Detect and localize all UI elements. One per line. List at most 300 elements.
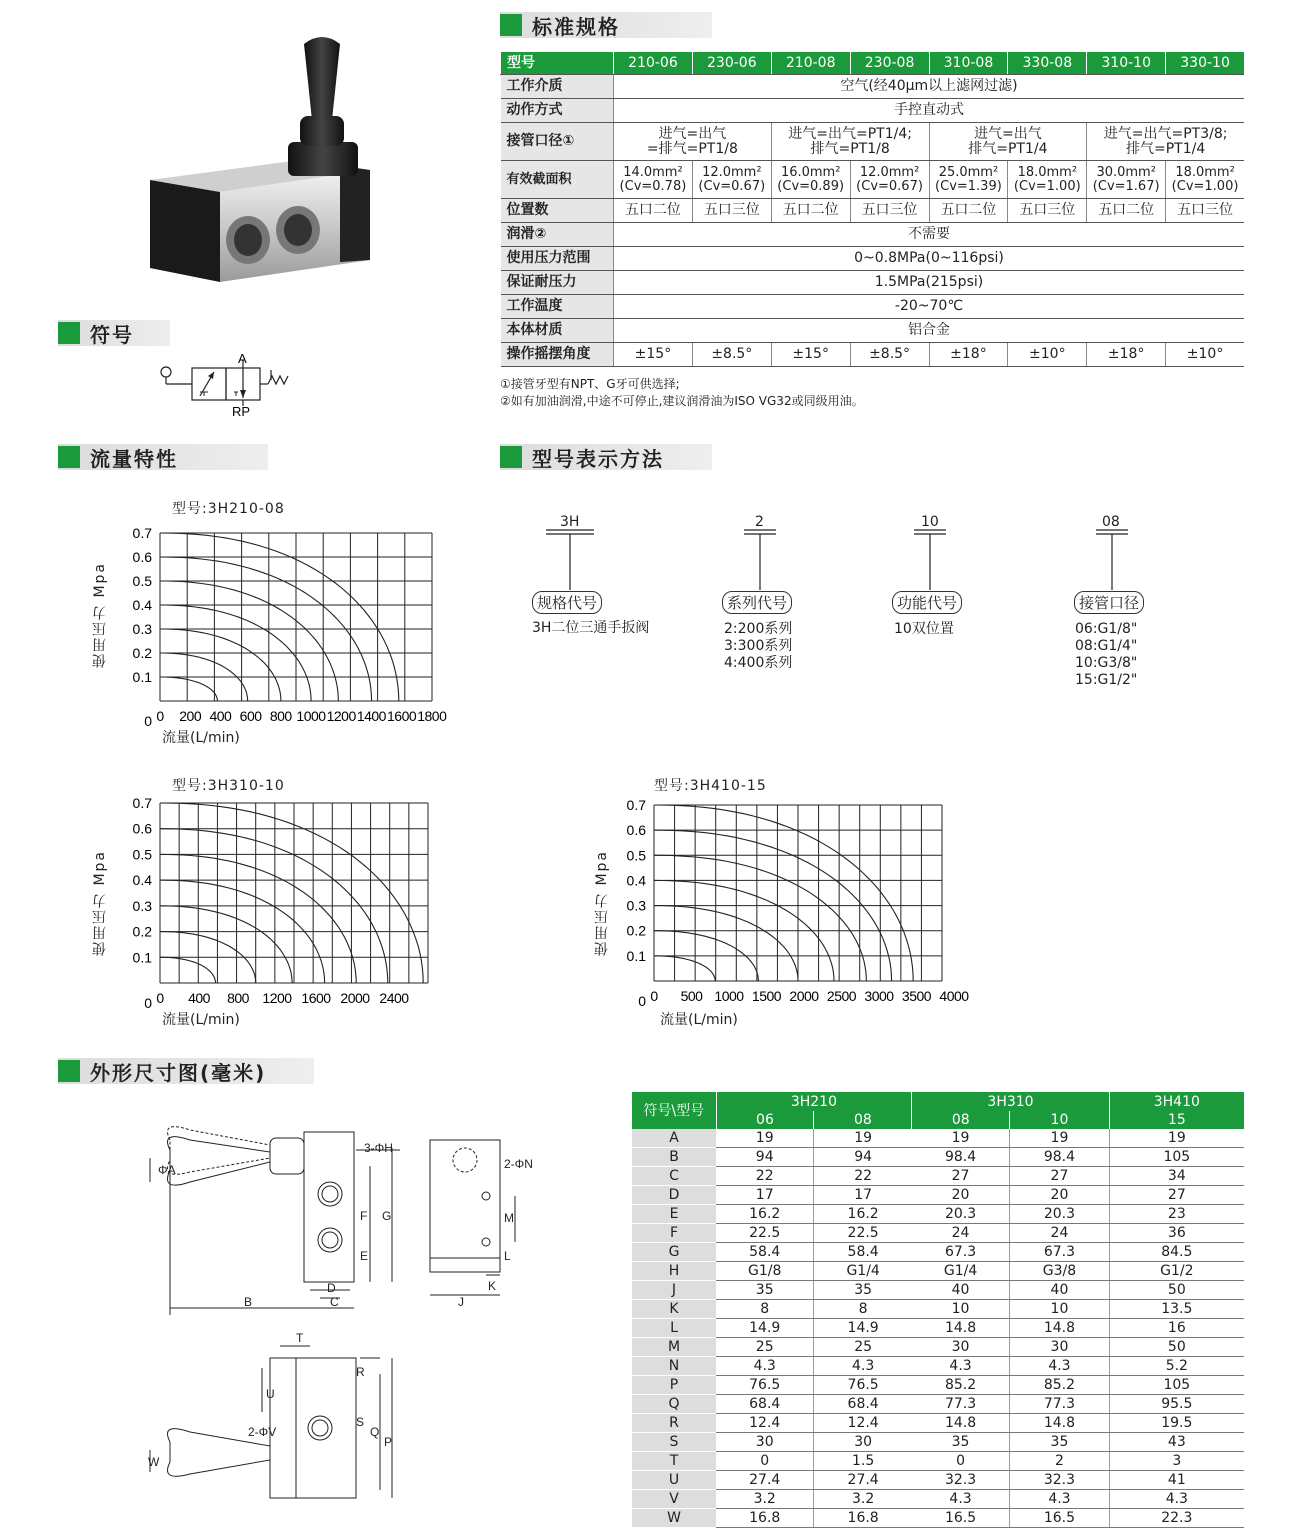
x-tick-label: 2400 [379,990,409,1006]
dim-label: C [330,1295,339,1309]
spec-line: (Cv=0.67) [856,178,923,194]
dims-symbol: C [632,1167,716,1186]
dim-label: 3-ΦH [364,1141,393,1155]
spec-cell: ±10° [1008,343,1087,367]
dims-size: 06 [716,1111,814,1129]
dims-group: 3H210 [716,1092,912,1111]
spec-cell: -20~70℃ [614,295,1245,319]
dim-label: B [244,1295,253,1309]
dims-value: 67.3 [912,1243,1010,1262]
spec-line: 18.0mm² [1175,164,1235,180]
spec-row-material [501,319,1245,343]
y-tick-label: 0.7 [132,795,152,811]
section-dims-title: 外形尺寸图(毫米) [58,1058,314,1084]
dims-row [632,1376,1244,1395]
dims-size-row [632,1111,1244,1129]
spec-cell: 五口二位 [771,199,850,223]
spec-row-medium [501,75,1245,99]
dim-label: Q [370,1425,380,1439]
dim-label: M [504,1211,514,1225]
dims-row [632,1433,1244,1452]
spec-row-pressure [501,247,1245,271]
spec-cell: 位置数 [501,199,614,223]
dims-symbol: L [632,1319,716,1338]
x-tick-label: 800 [269,708,292,724]
y-tick-label: 0.1 [132,669,152,685]
spec-line: (Cv=0.78) [619,178,687,194]
spec-cell: ±15° [771,343,850,367]
model-code-3h: 3H [560,514,580,530]
dims-symbol: G [632,1243,716,1262]
flow-curve [654,956,715,981]
dims-value: 35 [814,1281,912,1300]
dim-label: T [296,1331,304,1345]
spec-line: 排气=PT1/4 [1125,140,1206,157]
valve-symbol-diagram [156,352,296,420]
dims-value: 22.5 [814,1224,912,1243]
model-code-series: 2 [755,514,764,530]
x-tick-label: 1400 [356,708,386,724]
spec-cell: 手控直动式 [614,99,1245,123]
section-marker [58,1060,80,1082]
dims-value: 0 [912,1452,1010,1471]
dims-value: 16.2 [814,1205,912,1224]
dims-value: 4.3 [912,1490,1010,1509]
y-tick-label: 0.6 [132,549,152,565]
model-label-series: 系列代号 [722,591,792,614]
spec-cell: ±18° [1087,343,1166,367]
spec-line: (Cv=1.00) [1171,178,1239,194]
dims-symbol: S [632,1433,716,1452]
dims-group: 3H410 [1109,1092,1244,1111]
spec-line: 18.0mm² [1017,164,1078,180]
dims-value: 8 [814,1300,912,1319]
dim-label: 2-ΦN [504,1157,533,1171]
section-marker [500,14,522,36]
dim-label: P [384,1435,393,1449]
x-tick-label: 0 [156,708,164,724]
dims-symbol: R [632,1414,716,1433]
dims-symbol: H [632,1262,716,1281]
section-marker [500,446,522,468]
dims-value: 32.3 [1010,1471,1109,1490]
spec-cell: ±15° [614,343,693,367]
dims-value: 98.4 [912,1148,1010,1167]
x-tick-label: 2000 [789,988,819,1004]
dims-size: 15 [1109,1111,1244,1129]
dims-value: 19 [1109,1129,1244,1148]
spec-cell [771,161,850,199]
spec-cell: 空气(经40μm以上滤网过滤) [614,75,1245,99]
drawing-labels [148,1141,533,1469]
dims-row [632,1319,1244,1338]
y-tick-label: 0.1 [132,949,152,966]
model-desc-line: 08:G1/4" [1075,638,1138,654]
dims-value: 67.3 [1010,1243,1109,1262]
dims-group: 3H310 [912,1092,1109,1111]
x-tick-label: 0 [156,990,164,1006]
model-desc-line: 10双位置 [894,621,954,637]
y-tick-label: 0.4 [132,872,152,889]
dims-value: 25 [716,1338,814,1357]
dims-row [632,1395,1244,1414]
spec-cell: 210-06 [614,52,693,75]
x-tick-label: 1200 [326,708,356,724]
dims-value: 22.5 [716,1224,814,1243]
spec-cell [1087,161,1166,199]
chart1-ylabel: 使用压力 Mpa [92,562,108,668]
dims-value: 3.2 [814,1490,912,1509]
dims-value: 4.3 [912,1357,1010,1376]
y-tick-label: 0.5 [132,846,152,863]
spec-line: 30.0mm² [1096,164,1156,180]
dims-value: 41 [1109,1471,1244,1490]
dims-corner: 符号\型号 [632,1092,716,1129]
dims-value: 23 [1109,1205,1244,1224]
dims-symbol: K [632,1300,716,1319]
flow-chart-3h310 [110,795,450,1011]
x-tick-label: 1600 [301,990,331,1006]
spec-line: 16.0mm² [780,164,841,180]
dim-label: J [458,1295,464,1309]
note-1: ①接管牙型有NPT、G牙可供选择; [500,377,680,391]
spec-cell: 五口三位 [1166,199,1244,223]
spec-cell: 五口二位 [614,199,693,223]
dim-label: S [356,1415,365,1429]
x-tick-label: 0 [650,988,658,1004]
dims-value: 25 [814,1338,912,1357]
spec-row-area [501,161,1245,199]
y-tick-label: 0 [144,713,152,729]
dims-symbol: M [632,1338,716,1357]
dims-value: 4.3 [814,1357,912,1376]
dims-value: 14.8 [912,1319,1010,1338]
x-tick-label: 400 [188,990,210,1006]
spec-row-port [501,123,1245,161]
y-tick-label: 0.5 [626,847,646,864]
dims-value: 16.5 [912,1509,1010,1528]
model-desc-series [724,621,792,672]
spec-cell: 接管口径① [501,123,614,161]
dims-value: 17 [716,1186,814,1205]
spec-cell: 五口三位 [692,199,771,223]
dims-symbol: V [632,1490,716,1509]
dims-value: 50 [1109,1281,1244,1300]
note-2: ②如有加油润滑,中途不可停止,建议润滑油为ISO VG32或同级用油。 [500,394,864,408]
spec-cell: 工作温度 [501,295,614,319]
model-code-port: 08 [1102,514,1120,530]
dims-value: 76.5 [814,1376,912,1395]
dims-symbol: D [632,1186,716,1205]
dims-value: 24 [1010,1224,1109,1243]
spec-cell: ±10° [1166,343,1244,367]
spec-cell: 210-08 [771,52,850,75]
dims-value: 40 [912,1281,1010,1300]
model-label-function: 功能代号 [892,591,962,614]
dims-symbol: F [632,1224,716,1243]
y-tick-label: 0.6 [626,822,646,839]
dims-value: 30 [716,1433,814,1452]
dims-value: 94 [814,1148,912,1167]
spec-line: 12.0mm² [702,164,762,180]
dims-value: 43 [1109,1433,1244,1452]
dims-value: 36 [1109,1224,1244,1243]
dims-value: 35 [1010,1433,1109,1452]
symbol-label-a: A [238,351,247,366]
dims-symbol: T [632,1452,716,1471]
spec-row-action [501,99,1245,123]
x-tick-label: 200 [179,708,202,724]
spec-cell: 五口三位 [850,199,929,223]
spec-cell: 使用压力范围 [501,247,614,271]
dims-value: 85.2 [1010,1376,1109,1395]
flow-chart-3h410 [612,797,982,1009]
dims-value: 16 [1109,1319,1244,1338]
dims-value: 22 [814,1167,912,1186]
dims-value: 16.2 [716,1205,814,1224]
x-tick-label: 400 [209,708,232,724]
spec-line: 25.0mm² [938,164,999,180]
spec-header-row [501,52,1245,75]
dims-value: G1/4 [912,1262,1010,1281]
chart2-xlabel: 流量(L/min) [162,1012,240,1028]
dims-value: 27.4 [814,1471,912,1490]
section-flow-title: 流量特性 [58,444,268,470]
x-tick-label: 1000 [296,708,326,724]
dims-value: 27 [1109,1186,1244,1205]
spec-cell: 1.5MPa(215psi) [614,271,1245,295]
dim-label: K [488,1279,497,1293]
x-tick-label: 2000 [340,990,370,1006]
x-tick-label: 4000 [939,988,969,1004]
spec-line: 进气=出气=PT3/8; [1103,125,1228,142]
dims-value: 10 [1010,1300,1109,1319]
dim-label: G [382,1209,392,1223]
spec-cell: 五口二位 [929,199,1008,223]
y-tick-label: 0 [638,993,646,1009]
model-code-function: 10 [921,514,939,530]
dims-row [632,1452,1244,1471]
chart1-title: 型号:3H210-08 [172,501,285,517]
dims-value: 22 [716,1167,814,1186]
spec-cell [929,123,1087,161]
dims-row [632,1357,1244,1376]
section-spec-title: 标准规格 [500,12,712,38]
dims-value: 58.4 [716,1243,814,1262]
dims-value: 3.2 [716,1490,814,1509]
dims-size: 08 [912,1111,1010,1129]
spec-line: (Cv=1.39) [935,178,1002,194]
y-tick-label: 0.3 [132,621,152,637]
dims-row [632,1243,1244,1262]
spec-line: (Cv=1.67) [1092,178,1160,194]
dims-body [632,1129,1244,1528]
dims-value: 12.4 [814,1414,912,1433]
dims-value: 84.5 [1109,1243,1244,1262]
spec-cell [850,161,929,199]
spec-cell: 操作摇摆角度 [501,343,614,367]
dims-value: 10 [912,1300,1010,1319]
spec-line: 排气=PT1/8 [810,140,890,157]
model-desc-line: 3:300系列 [724,638,793,654]
spec-cell [614,161,693,199]
model-desc-line: 06:G1/8" [1075,621,1138,637]
dims-value: 27.4 [716,1471,814,1490]
y-tick-label: 0.7 [132,525,152,541]
dims-value: 16.5 [1010,1509,1109,1528]
y-tick-label: 0 [144,995,152,1011]
dims-row [632,1509,1244,1528]
dims-value: 50 [1109,1338,1244,1357]
dims-row [632,1471,1244,1490]
dim-label: ΦA [158,1163,176,1177]
dims-value: 17 [814,1186,912,1205]
dims-value: 22.3 [1109,1509,1244,1528]
y-tick-label: 0.5 [132,573,152,589]
x-tick-label: 2500 [826,988,857,1004]
dims-value: 105 [1109,1148,1244,1167]
chart2-title: 型号:3H310-10 [172,778,285,794]
x-tick-label: 3500 [901,988,932,1004]
dims-value: 8 [716,1300,814,1319]
y-tick-label: 0.6 [132,820,152,837]
flow-curve [160,957,216,983]
spec-line: 进气=出气 [658,125,727,142]
x-tick-label: 3000 [864,988,894,1004]
spec-line: =排气=PT1/8 [646,140,738,157]
chart3-xlabel: 流量(L/min) [660,1012,738,1028]
dims-value: 13.5 [1109,1300,1244,1319]
dims-row [632,1167,1244,1186]
dims-value: 85.2 [912,1376,1010,1395]
dims-value: 14.9 [716,1319,814,1338]
spec-cell: 不需要 [614,223,1245,247]
dims-value: 1.5 [814,1452,912,1471]
spec-cell: 动作方式 [501,99,614,123]
model-desc-port [1075,621,1137,689]
spec-line: (Cv=1.00) [1013,178,1081,194]
model-desc-line: 2:200系列 [724,621,793,637]
section-marker [58,446,80,468]
dims-symbol: A [632,1129,716,1148]
dims-value: 4.3 [1010,1357,1109,1376]
spec-cell [1166,161,1244,199]
dims-value: 58.4 [814,1243,912,1262]
dims-size: 10 [1010,1111,1109,1129]
x-tick-label: 500 [680,988,703,1004]
model-label-spec: 规格代号 [532,591,602,614]
dims-value: 30 [1010,1338,1109,1357]
spec-cell: 310-08 [929,52,1008,75]
spec-cell: ±8.5° [850,343,929,367]
chart3-title: 型号:3H410-15 [654,778,767,794]
spec-line: (Cv=0.89) [777,178,845,194]
chart1-xlabel: 流量(L/min) [162,730,240,746]
dim-label: 2-ΦV [248,1425,277,1439]
dim-label: R [356,1365,365,1379]
model-desc-spec [532,620,649,637]
x-tick-label: 800 [227,990,249,1006]
spec-cell: 230-06 [692,52,771,75]
dims-value: 76.5 [716,1376,814,1395]
spec-cell: 330-08 [1008,52,1087,75]
dims-value: 77.3 [1010,1395,1109,1414]
dims-value: 77.3 [912,1395,1010,1414]
dims-value: 3 [1109,1452,1244,1471]
spec-cell: 保证耐压力 [501,271,614,295]
dimensions-table [632,1092,1244,1528]
spec-cell: 有效截面积 [501,161,614,199]
spec-cell: 五口二位 [1087,199,1166,223]
section-model-title: 型号表示方法 [500,444,712,470]
flow-curve [654,855,866,981]
dims-value: 12.4 [716,1414,814,1433]
y-tick-label: 0.3 [132,897,152,914]
dims-value: 14.9 [814,1319,912,1338]
dims-value: 19 [1010,1129,1109,1148]
symbol-label-rp: RP [232,404,251,419]
dim-label: U [266,1387,275,1401]
dims-value: 95.5 [1109,1395,1244,1414]
dims-symbol: U [632,1471,716,1490]
dims-value: 20.3 [912,1205,1010,1224]
spec-line: 进气=出气=PT1/4; [788,125,912,142]
spec-cell: ±8.5° [692,343,771,367]
dims-value: 34 [1109,1167,1244,1186]
dims-row [632,1186,1244,1205]
x-tick-label: 1800 [417,708,447,724]
dims-value: 14.8 [1010,1319,1109,1338]
spec-row-positions [501,199,1245,223]
dims-value: 19.5 [1109,1414,1244,1433]
dims-value: 30 [814,1433,912,1452]
dims-value: 68.4 [814,1395,912,1414]
spec-cell: ±18° [929,343,1008,367]
model-desc-line: 4:400系列 [724,655,793,671]
model-desc-function [894,621,954,638]
dims-symbol: Q [632,1395,716,1414]
dims-symbol: J [632,1281,716,1300]
chart3-ylabel: 使用压力 Mpa [594,850,610,956]
dims-value: G3/8 [1010,1262,1109,1281]
dims-value: 20 [912,1186,1010,1205]
dims-value: 16.8 [814,1509,912,1528]
valve-product-image [140,30,390,290]
dims-value: 19 [814,1129,912,1148]
y-tick-label: 0.4 [132,597,152,613]
model-desc-line: 3H二位三通手扳阀 [532,620,650,636]
spec-cell [614,123,772,161]
spec-row-lube [501,223,1245,247]
spec-cell [929,161,1008,199]
y-tick-label: 0.3 [626,897,646,914]
dims-row [632,1262,1244,1281]
dims-value: 2 [1010,1452,1109,1471]
spec-line: 进气=出气 [974,125,1042,142]
dims-value: 16.8 [716,1509,814,1528]
dims-value: 19 [716,1129,814,1148]
spec-cell: 0~0.8MPa(0~116psi) [614,247,1245,271]
spec-row-proof [501,271,1245,295]
x-tick-label: 1600 [387,708,417,724]
spec-cell: 五口三位 [1008,199,1087,223]
dims-size: 08 [814,1111,912,1129]
section-marker [58,322,80,344]
spec-row-angle [501,343,1245,367]
x-tick-label: 1500 [751,988,782,1004]
spec-table [500,52,1244,367]
spec-cell [1008,161,1087,199]
